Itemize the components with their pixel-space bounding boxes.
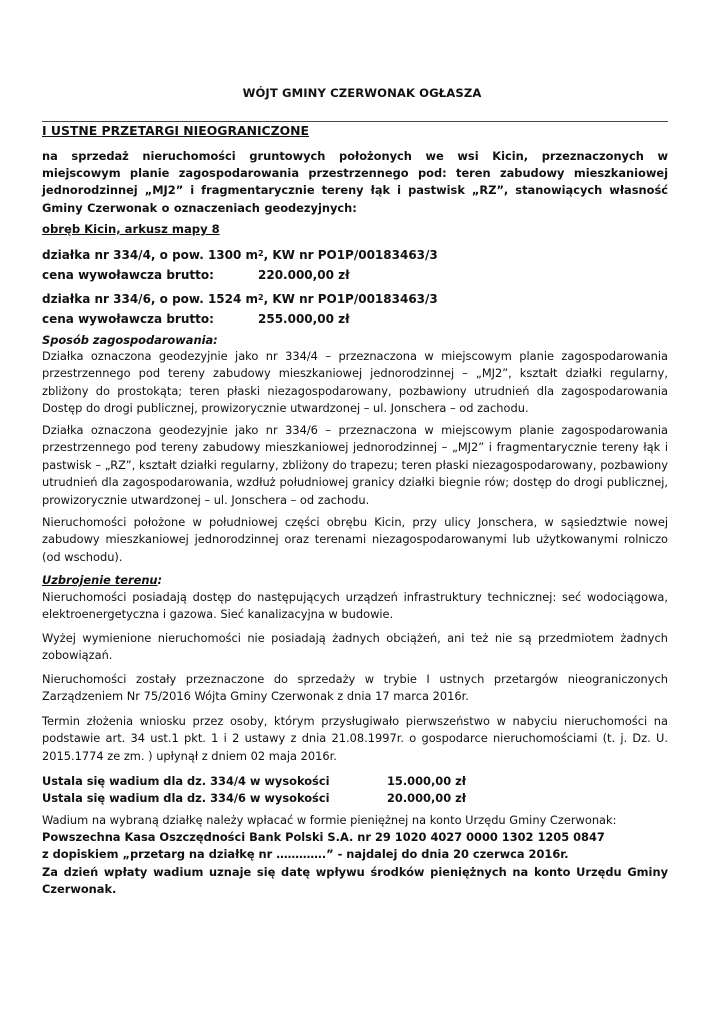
- price-value: 255.000,00 zł: [258, 312, 350, 326]
- price-row: [42, 266, 668, 284]
- zarzadzenie-paragraph: Nieruchomości zostały przeznaczone do sprzedaży w trybie I ustnych przetargów nieograniczonych Zarządzeniem Nr 75/2016 Wójta Gminy Czerwonak z dnia 17 marca 2016r.: [42, 672, 668, 704]
- page-title: WÓJT GMINY CZERWONAK OGŁASZA: [242, 86, 482, 100]
- wadium-label: Ustala się wadium dla dz. 334/4 w wysokości: [42, 774, 330, 788]
- uzbrojenie-paragraph: Nieruchomości posiadają dostęp do następujących urządzeń infrastruktury technicznej: seć wodociągowa, elektroenergetyczna i gazowa. Sieć kanalizacyjna w budowie.: [42, 590, 668, 622]
- uzbrojenie-heading: [42, 573, 162, 587]
- termin-paragraph: Termin złożenia wniosku przez osoby, którym przysługiwało pierwszeństwo w nabyciu nieruchomości na podstawie art. 34 ust.1 pkt. 1 i 2 ustawy z dnia 21.08.1997r. o gospodarce nieruchomościami (t. j. Dz. U. 2015.1774 ze zm. ) upłynął z dniem 02 maja 2016r.: [42, 714, 668, 763]
- wadium-row: [42, 790, 668, 807]
- area-unit-sup: 2: [258, 249, 264, 258]
- zagospodarowanie-paragraph-3: Nieruchomości położone w południowej części obrębu Kicin, przy ulicy Jonschera, w sąsiedztwie nowej zabudowy mieszkaniowej jednorodzinnej oraz terenami niezagospodarowanymi lub użytkowanymi rolniczo (od wschodu).: [42, 515, 668, 564]
- wadium-value: 15.000,00 zł: [387, 774, 466, 788]
- parcel-kw-text: , KW nr PO1P/00183463/3: [263, 248, 438, 262]
- wadium-value: 20.000,00 zł: [387, 790, 466, 805]
- parcel-334-4: [42, 246, 668, 284]
- section-heading: I USTNE PRZETARGI NIEOGRANICZONE: [42, 123, 309, 138]
- wadium-table: [42, 773, 668, 806]
- obciazenia-paragraph: Wyżej wymienione nieruchomości nie posiadają żadnych obciążeń, ani też nie są przedmiotem żadnych zobowiązań.: [42, 631, 668, 663]
- price-label: cena wywoławcza brutto:: [42, 312, 214, 326]
- parcel-line: [42, 290, 668, 310]
- payment-section: [42, 812, 668, 898]
- uzbrojenie-heading-text: Uzbrojenie terenu: [42, 573, 158, 587]
- zagospodarowanie-paragraph-1: Działka oznaczona geodezyjnie jako nr 334/4 – przeznaczona w miejscowym planie zagospodarowania przestrzennego pod tereny zabudowy mieszkaniowej jednorodzinnej – „MJ2”, kształt działki regularny, zbliżony do prostokąta; teren płaski niezagospodarowany, pozbawiony utrudnień dla zagospodarowania Dostęp do drogi publicznej, prowizorycznie utwardzonej – ul. Jonschera – od zachodu.: [42, 349, 668, 416]
- obreb-heading: obręb Kicin, arkusz mapy 8: [42, 222, 220, 236]
- intro-paragraph: na sprzedaż nieruchomości gruntowych położonych we wsi Kicin, przeznaczonych w miejscowym planie zagospodarowania przestrzennego pod: teren zabudowy mieszkaniowej jednorodzinnej „MJ2” i fragmentarycznie tereny łąk i pastwisk „RZ”, stanowiących własność Gminy Czerwonak o oznaczeniach geodezyjnych:: [42, 149, 668, 215]
- wadium-label: Ustala się wadium dla dz. 334/6 w wysokości: [42, 790, 330, 805]
- parcel-area-text: działka nr 334/6, o pow. 1524 m: [42, 292, 259, 306]
- parcel-kw-text: , KW nr PO1P/00183463/3: [263, 292, 438, 306]
- zagospodarowanie-paragraph-2: Działka oznaczona geodezyjnie jako nr 334/6 – przeznaczona w miejscowym planie zagospodarowania przestrzennego pod tereny zabudowy mieszkaniowej jednorodzinnej – „MJ2” i fragmentarycznie tereny łąk i pastwisk – „RZ”, kształt działki regularny, zbliżony do trapezu; teren płaski niezagospodarowany, pozbawiony utrudnień dla zagospodarowania, wzdłuż południowej granicy działki biegnie rów; dostęp do drogi publicznej, prowizorycznie utwardzonej – ul. Jonschera – od zachodu.: [42, 423, 668, 507]
- price-value: 220.000,00 zł: [258, 268, 350, 282]
- parcel-area-text: działka nr 334/4, o pow. 1300 m: [42, 248, 259, 262]
- price-label: cena wywoławcza brutto:: [42, 268, 214, 282]
- parcel-334-6: [42, 290, 668, 328]
- area-unit-sup: 2: [258, 293, 264, 302]
- uzbrojenie-colon: :: [157, 573, 163, 587]
- zagospodarowanie-heading: Sposób zagospodarowania:: [42, 333, 218, 347]
- bank-account: Powszechna Kasa Oszczędności Bank Polski S.A. nr 29 1020 4027 0000 1302 1205 0847: [42, 830, 605, 845]
- header-divider: [42, 121, 668, 122]
- payment-deadline: z dopiskiem „przetarg na działkę nr ………….” - najdalej do dnia 20 czerwca 2016r.: [42, 847, 569, 862]
- payment-instruction: Wadium na wybraną działkę należy wpłacać w formie pieniężnej na konto Urzędu Gminy Czerwonak:: [42, 813, 617, 827]
- wadium-row: [42, 773, 668, 790]
- parcel-line: [42, 246, 668, 266]
- price-row: [42, 310, 668, 328]
- payment-date-rule: Za dzień wpłaty wadium uznaje się datę wpływu środków pieniężnych na konto Urzędu Gminy Czerwonak.: [42, 864, 668, 896]
